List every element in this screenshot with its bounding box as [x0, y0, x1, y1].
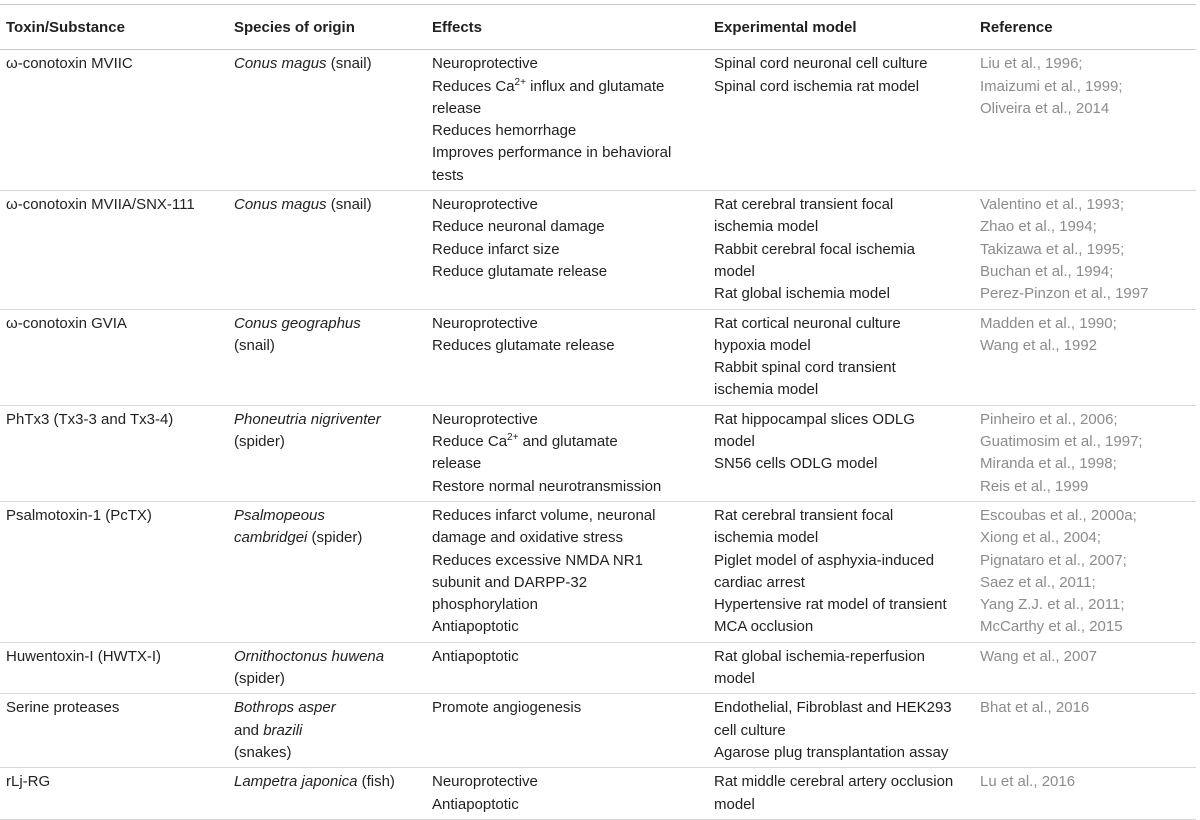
model-cell — [708, 694, 974, 768]
model-line: ischemia model — [714, 529, 819, 547]
species-note: (snail) — [326, 55, 372, 73]
reference-link[interactable]: Wang et al., 1992 — [980, 336, 1098, 354]
model-line: ischemia model — [714, 381, 819, 399]
superscript: 2+ — [514, 76, 526, 88]
toxin-table — [0, 4, 1196, 820]
table-row — [0, 50, 1196, 191]
species-name-italic: brazili — [263, 721, 303, 739]
effects-cell — [426, 501, 708, 642]
model-line: ischemia model — [714, 218, 819, 236]
effect-text: subunit and DARPP-32 — [432, 573, 588, 591]
model-cell — [708, 50, 974, 191]
species-cell — [228, 50, 426, 191]
reference-link[interactable]: Buchan et al., 1994; — [980, 262, 1114, 280]
species-cell — [228, 405, 426, 501]
effects-cell — [426, 768, 708, 820]
effect-line — [432, 142, 700, 164]
toxin-name: ω-conotoxin MVIIC — [6, 55, 133, 73]
species-line — [234, 409, 418, 431]
reference-link[interactable]: Valentino et al., 1993; — [980, 196, 1124, 214]
species-note: (snail) — [234, 336, 275, 354]
reference-cell — [974, 309, 1196, 405]
effect-line — [432, 527, 700, 549]
effect-text: influx and glutamate — [525, 77, 665, 95]
effect-line — [432, 313, 700, 335]
species-line — [234, 668, 418, 690]
table-row — [0, 309, 1196, 405]
reference-link[interactable]: Zhao et al., 1994; — [980, 218, 1097, 236]
table-row — [0, 694, 1196, 768]
reference-link[interactable]: Escoubas et al., 2000a; — [980, 506, 1137, 524]
effect-text: Reduces hemorrhage — [432, 122, 577, 140]
effect-text: Promote angiogenesis — [432, 699, 582, 717]
effect-text: phosphorylation — [432, 596, 538, 614]
table-row — [0, 768, 1196, 820]
effect-line — [432, 76, 700, 98]
effect-line — [432, 120, 700, 142]
model-line: Rabbit spinal cord transient — [714, 359, 896, 377]
model-line: Rat middle cerebral artery occlusion — [714, 773, 954, 791]
effect-text: Reduces Ca — [432, 77, 515, 95]
effect-line — [432, 165, 700, 187]
model-line: Rat hippocampal slices ODLG — [714, 410, 915, 428]
effect-text: Reduce infarct size — [432, 240, 560, 258]
effect-line — [432, 239, 700, 261]
effect-line — [432, 697, 700, 719]
reference-link[interactable]: McCarthy et al., 2015 — [980, 618, 1123, 636]
effect-text: Reduce neuronal damage — [432, 218, 605, 236]
model-line: model — [714, 670, 755, 688]
table-header — [0, 5, 1196, 50]
reference-link[interactable]: Perez-Pinzon et al., 1997 — [980, 285, 1149, 303]
toxin-cell — [0, 191, 228, 309]
effect-line — [432, 771, 700, 793]
species-line — [234, 313, 418, 335]
species-line — [234, 742, 418, 764]
reference-link[interactable]: Saez et al., 2011; — [980, 573, 1096, 591]
effect-text: Reduces glutamate release — [432, 336, 615, 354]
effect-line — [432, 550, 700, 572]
model-line: Endothelial, Fibroblast and HEK293 — [714, 699, 952, 717]
effect-text: Antiapoptotic — [432, 618, 519, 636]
header-row — [0, 5, 1196, 50]
effect-line — [432, 335, 700, 357]
model-line: Piglet model of asphyxia-induced — [714, 551, 935, 569]
species-note: (spider) — [234, 670, 285, 688]
effect-line — [432, 572, 700, 594]
effects-cell — [426, 309, 708, 405]
model-line: Spinal cord ischemia rat model — [714, 77, 920, 95]
toxin-cell — [0, 768, 228, 820]
model-cell — [708, 309, 974, 405]
effect-text: Reduces infarct volume, neuronal — [432, 506, 656, 524]
effect-text: Reduce glutamate release — [432, 262, 608, 280]
species-note: (spider) — [234, 433, 285, 451]
model-cell — [708, 501, 974, 642]
toxin-cell — [0, 50, 228, 191]
species-line — [234, 771, 418, 793]
reference-link[interactable]: Xiong et al., 2004; — [980, 529, 1101, 547]
model-line: model — [714, 433, 755, 451]
effect-line — [432, 409, 700, 431]
effect-text: Improves performance in behavioral — [432, 144, 672, 162]
table-body — [0, 50, 1196, 820]
effect-text: Reduce Ca — [432, 433, 508, 451]
effect-text: Neuroprotective — [432, 773, 538, 791]
table-row — [0, 642, 1196, 694]
species-line — [234, 431, 418, 453]
reference-link[interactable]: Pinheiro et al., 2006; — [980, 410, 1118, 428]
reference-cell — [974, 694, 1196, 768]
species-note: and — [234, 721, 264, 739]
model-line: model — [714, 262, 755, 280]
toxin-name: PhTx3 (Tx3-3 and Tx3-4) — [6, 410, 174, 428]
toxin-cell — [0, 501, 228, 642]
table-row — [0, 191, 1196, 309]
reference-cell — [974, 642, 1196, 694]
effect-text: Antiapoptotic — [432, 795, 519, 813]
reference-link[interactable]: Bhat et al., 2016 — [980, 699, 1090, 717]
reference-link[interactable]: Oliveira et al., 2014 — [980, 99, 1110, 117]
effect-text: release — [432, 99, 482, 117]
species-name-italic: Conus geographus — [234, 314, 361, 332]
species-name-italic: Conus magus — [234, 196, 327, 214]
toxin-name: Serine proteases — [6, 699, 120, 717]
reference-cell — [974, 50, 1196, 191]
effect-line — [432, 194, 700, 216]
effect-line — [432, 453, 700, 475]
effect-line — [432, 594, 700, 616]
reference-link[interactable]: Wang et al., 2007 — [980, 647, 1098, 665]
species-note: (snail) — [326, 196, 372, 214]
species-line — [234, 697, 418, 719]
species-line — [234, 720, 418, 742]
species-name-italic: cambridgei — [234, 529, 308, 547]
model-line: cardiac arrest — [714, 573, 805, 591]
reference-link[interactable]: Pignataro et al., 2007; — [980, 551, 1127, 569]
toxin-name: rLj-RG — [6, 773, 51, 791]
model-line: Rat cerebral transient focal — [714, 506, 894, 524]
effect-line — [432, 261, 700, 283]
model-line: Hypertensive rat model of transient — [714, 596, 947, 614]
reference-link[interactable]: Guatimosim et al., 1997; — [980, 433, 1143, 451]
species-line — [234, 194, 418, 216]
effect-line — [432, 216, 700, 238]
effect-line — [432, 431, 700, 453]
effects-cell — [426, 191, 708, 309]
species-name-italic: Conus magus — [234, 55, 327, 73]
model-line: Agarose plug transplantation assay — [714, 743, 949, 761]
toxin-name: Huwentoxin-I (HWTX-I) — [6, 647, 162, 665]
superscript: 2+ — [507, 432, 519, 444]
reference-cell — [974, 768, 1196, 820]
species-name-italic: Phoneutria nigriventer — [234, 410, 381, 428]
table-row — [0, 405, 1196, 501]
species-cell — [228, 191, 426, 309]
species-cell — [228, 309, 426, 405]
model-line: cell culture — [714, 721, 786, 739]
header-species: Species of origin — [228, 5, 426, 50]
effect-line — [432, 476, 700, 498]
table-row — [0, 501, 1196, 642]
effect-text: Neuroprotective — [432, 410, 538, 428]
reference-link[interactable]: Yang Z.J. et al., 2011; — [980, 596, 1125, 614]
reference-link[interactable]: Takizawa et al., 1995; — [980, 240, 1125, 258]
species-line — [234, 646, 418, 668]
header-reference: Reference — [974, 5, 1196, 50]
species-line — [234, 505, 418, 527]
reference-link[interactable]: Lu et al., 2016 — [980, 773, 1076, 791]
reference-link[interactable]: Reis et al., 1999 — [980, 477, 1089, 495]
toxin-name: Psalmotoxin-1 (PcTX) — [6, 506, 152, 524]
toxin-cell — [0, 405, 228, 501]
species-name-italic: Ornithoctonus huwena — [234, 647, 385, 665]
reference-cell — [974, 501, 1196, 642]
effect-text: tests — [432, 166, 464, 184]
model-line: MCA occlusion — [714, 618, 814, 636]
effect-line — [432, 794, 700, 816]
effect-line — [432, 53, 700, 75]
reference-cell — [974, 405, 1196, 501]
toxin-name: ω-conotoxin GVIA — [6, 314, 127, 332]
species-note: (spider) — [307, 529, 363, 547]
effect-text: Antiapoptotic — [432, 647, 519, 665]
effect-text: Neuroprotective — [432, 314, 538, 332]
effect-text: Neuroprotective — [432, 55, 538, 73]
effect-text: damage and oxidative stress — [432, 529, 623, 547]
effects-cell — [426, 694, 708, 768]
species-name-italic: Lampetra japonica — [234, 773, 358, 791]
model-line: model — [714, 795, 755, 813]
reference-cell — [974, 191, 1196, 309]
species-cell — [228, 768, 426, 820]
model-line: Rat cerebral transient focal — [714, 196, 894, 214]
effects-cell — [426, 642, 708, 694]
header-model: Experimental model — [708, 5, 974, 50]
header-effects: Effects — [426, 5, 708, 50]
species-name-italic: Bothrops asper — [234, 699, 336, 717]
reference-link[interactable]: Imaizumi et al., 1999; — [980, 77, 1123, 95]
reference-link[interactable]: Madden et al., 1990; — [980, 314, 1117, 332]
toxin-cell — [0, 642, 228, 694]
effect-line — [432, 646, 700, 668]
model-line: Spinal cord neuronal cell culture — [714, 55, 928, 73]
model-line: Rat global ischemia-reperfusion — [714, 647, 925, 665]
model-cell — [708, 642, 974, 694]
effects-cell — [426, 50, 708, 191]
model-line: Rat global ischemia model — [714, 285, 890, 303]
reference-link[interactable]: Liu et al., 1996; — [980, 55, 1083, 73]
species-cell — [228, 501, 426, 642]
effects-cell — [426, 405, 708, 501]
toxin-cell — [0, 309, 228, 405]
toxin-name: ω-conotoxin MVIIA/SNX-111 — [6, 196, 195, 214]
model-cell — [708, 405, 974, 501]
species-line — [234, 527, 418, 549]
model-line: Rabbit cerebral focal ischemia — [714, 240, 915, 258]
model-cell — [708, 768, 974, 820]
effect-text: Restore normal neurotransmission — [432, 477, 662, 495]
species-name-italic: Psalmopeous — [234, 506, 325, 524]
effect-line — [432, 616, 700, 638]
species-line — [234, 335, 418, 357]
model-line: SN56 cells ODLG model — [714, 455, 878, 473]
species-cell — [228, 642, 426, 694]
effect-text: Reduces excessive NMDA NR1 — [432, 551, 643, 569]
species-note: (fish) — [357, 773, 395, 791]
model-cell — [708, 191, 974, 309]
effect-text: Neuroprotective — [432, 196, 538, 214]
effect-text: and glutamate — [518, 433, 618, 451]
header-toxin: Toxin/Substance — [0, 5, 228, 50]
reference-link[interactable]: Miranda et al., 1998; — [980, 455, 1117, 473]
effect-text: release — [432, 455, 482, 473]
species-cell — [228, 694, 426, 768]
toxin-cell — [0, 694, 228, 768]
effect-line — [432, 98, 700, 120]
model-line: hypoxia model — [714, 336, 811, 354]
species-line — [234, 53, 418, 75]
model-line: Rat cortical neuronal culture — [714, 314, 901, 332]
effect-line — [432, 505, 700, 527]
species-note: (snakes) — [234, 743, 292, 761]
